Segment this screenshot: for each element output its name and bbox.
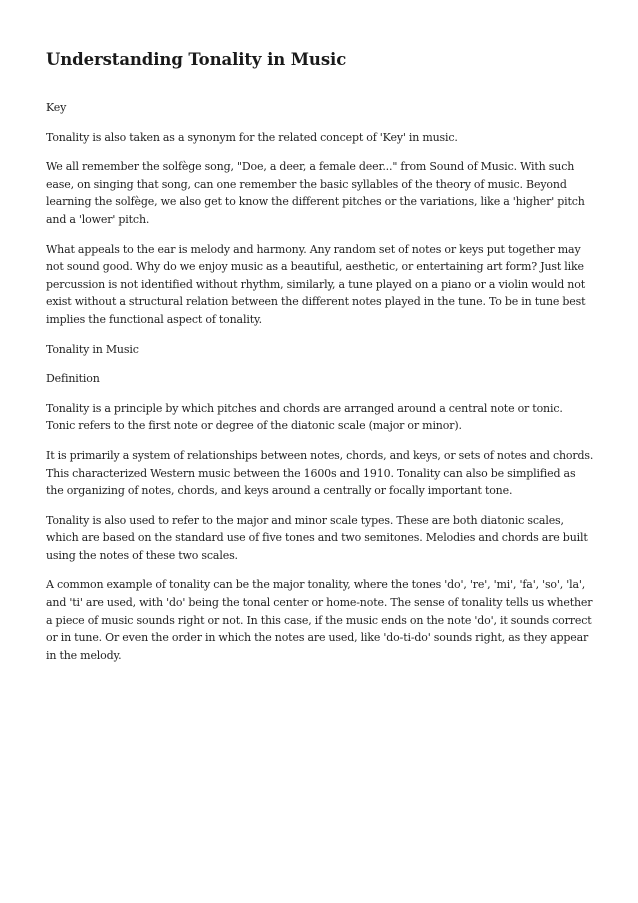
paragraph-scale-types: Tonality is also used to refer to the major and minor scale types. These are both diatonic scales, which are based on the standard use of five tones and two semitones. Melodies and chords are built using the notes of these two scales. xyxy=(46,513,588,562)
document-page xyxy=(46,49,594,676)
paragraph-major-tonality-example: A common example of tonality can be the major tonality, where the tones 'do', 're', 'mi', 'fa', 'so', 'la', and 'ti' are used, with 'do' being the tonal center or home-note. The sense of tonality tells us whether a piece of music sounds right or not. In this case, if the music ends on the note 'do', it sounds correct or in tune. Or even the order in which the notes are used, like 'do-ti-do' sounds right, as they appear in the melody. xyxy=(46,578,593,662)
paragraph-key-synonym: Tonality is also taken as a synonym for the related concept of 'Key' in music. xyxy=(46,130,458,144)
paragraph-key-heading: Key xyxy=(46,101,67,114)
paragraph-solfege: We all remember the solfège song, "Doe, a deer, a female deer..." from Sound of Music. With such ease, on singing that song, can one remember the basic syllables of the theory of music. Beyond learning the solfège, we also get to know the different pitches or the variations, like a 'higher' pitch and a 'lower' pitch. xyxy=(46,160,585,226)
paragraph-tonality-principle: Tonality is a principle by which pitches and chords are arranged around a central note or tonic. Tonic refers to the first note or degree of the diatonic scale (major or minor). xyxy=(46,401,563,433)
paragraph-system-of-relationships: It is primarily a system of relationships between notes, chords, and keys, or sets of notes and chords. This characterized Western music between the 1600s and 1910. Tonality can also be simplified as the organizing of notes, chords, and keys around a centrally or focally important tone. xyxy=(46,448,594,498)
paragraph-tonality-in-music-heading: Tonality in Music xyxy=(46,342,139,356)
paragraph-definition-heading: Definition xyxy=(46,372,100,386)
document-title: Understanding Tonality in Music xyxy=(46,50,347,69)
paragraph-melody-harmony: What appeals to the ear is melody and harmony. Any random set of notes or keys put together may not sound good. Why do we enjoy music as a beautiful, aesthetic, or entertaining art form? Just like percussion is not identified without rhythm, similarly, a tune played on a piano or a violin would not exist without a structural relation between the different notes played in the tune. To be in tune best implies the functional aspect of tonality. xyxy=(46,242,586,326)
